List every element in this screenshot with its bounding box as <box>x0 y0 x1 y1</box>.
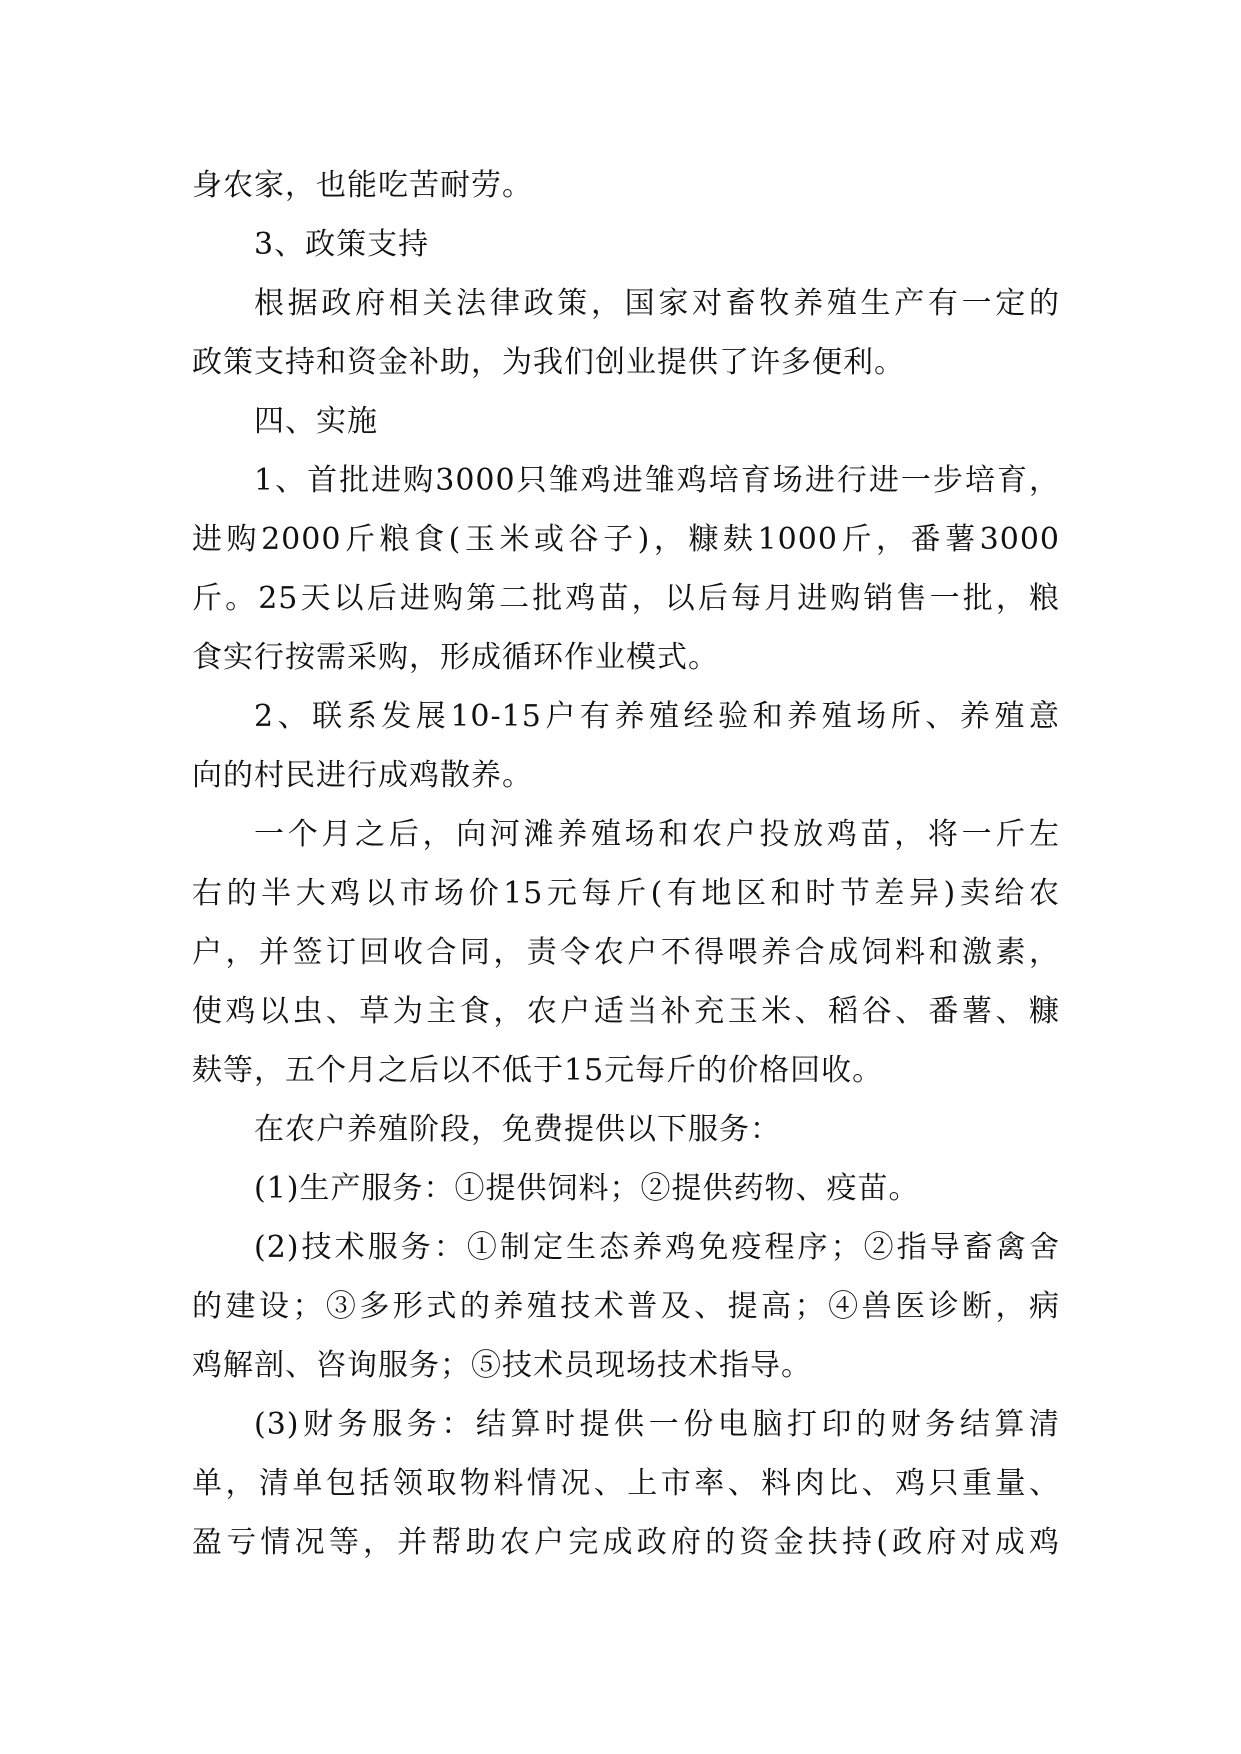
text-line: 鸡解剖、咨询服务；⑤技术员现场技术指导。 <box>192 1348 812 1383</box>
text-line: 2、联系发展10-15户有养殖经验和养殖场所、养殖意 <box>254 699 1060 734</box>
text-line: 身农家，也能吃苦耐劳。 <box>192 168 533 203</box>
text-line: 单，清单包括领取物料情况、上市率、料肉比、鸡只重量、 <box>192 1466 1060 1501</box>
text-line: (1)生产服务：①提供饲料；②提供药物、疫苗。 <box>254 1171 920 1206</box>
text-line: 四、实施 <box>254 404 378 439</box>
text-line: 使鸡以虫、草为主食，农户适当补充玉米、稻谷、番薯、糠 <box>192 994 1060 1029</box>
document-body <box>192 156 1060 1572</box>
text-line: (3)财务服务：结算时提供一份电脑打印的财务结算清 <box>254 1407 1060 1442</box>
text-line: 食实行按需采购，形成循环作业模式。 <box>192 640 719 675</box>
text-line: 右的半大鸡以市场价15元每斤(有地区和时节差异)卖给农 <box>192 876 1060 911</box>
text-line: 户，并签订回收合同，责令农户不得喂养合成饲料和激素， <box>192 935 1060 970</box>
text-line: (2)技术服务：①制定生态养鸡免疫程序；②指导畜禽舍 <box>254 1230 1060 1265</box>
text-line: 斤。25天以后进购第二批鸡苗，以后每月进购销售一批，粮 <box>192 581 1060 616</box>
text-line: 1、首批进购3000只雏鸡进雏鸡培育场进行进一步培育， <box>254 463 1060 498</box>
text-line: 一个月之后，向河滩养殖场和农户投放鸡苗，将一斤左 <box>254 817 1060 852</box>
text-line: 向的村民进行成鸡散养。 <box>192 758 533 793</box>
text-line: 盈亏情况等，并帮助农户完成政府的资金扶持(政府对成鸡 <box>192 1525 1060 1560</box>
text-line: 3、政策支持 <box>254 227 430 262</box>
text-line: 麸等，五个月之后以不低于15元每斤的价格回收。 <box>192 1053 884 1088</box>
text-line: 政策支持和资金补助，为我们创业提供了许多便利。 <box>192 345 905 380</box>
text-line: 在农户养殖阶段，免费提供以下服务： <box>254 1112 781 1147</box>
text-line: 根据政府相关法律政策，国家对畜牧养殖生产有一定的 <box>254 286 1060 321</box>
text-line: 进购2000斤粮食(玉米或谷子)，糠麸1000斤，番薯3000 <box>192 522 1060 557</box>
text-line: 的建设；③多形式的养殖技术普及、提高；④兽医诊断，病 <box>192 1289 1060 1324</box>
